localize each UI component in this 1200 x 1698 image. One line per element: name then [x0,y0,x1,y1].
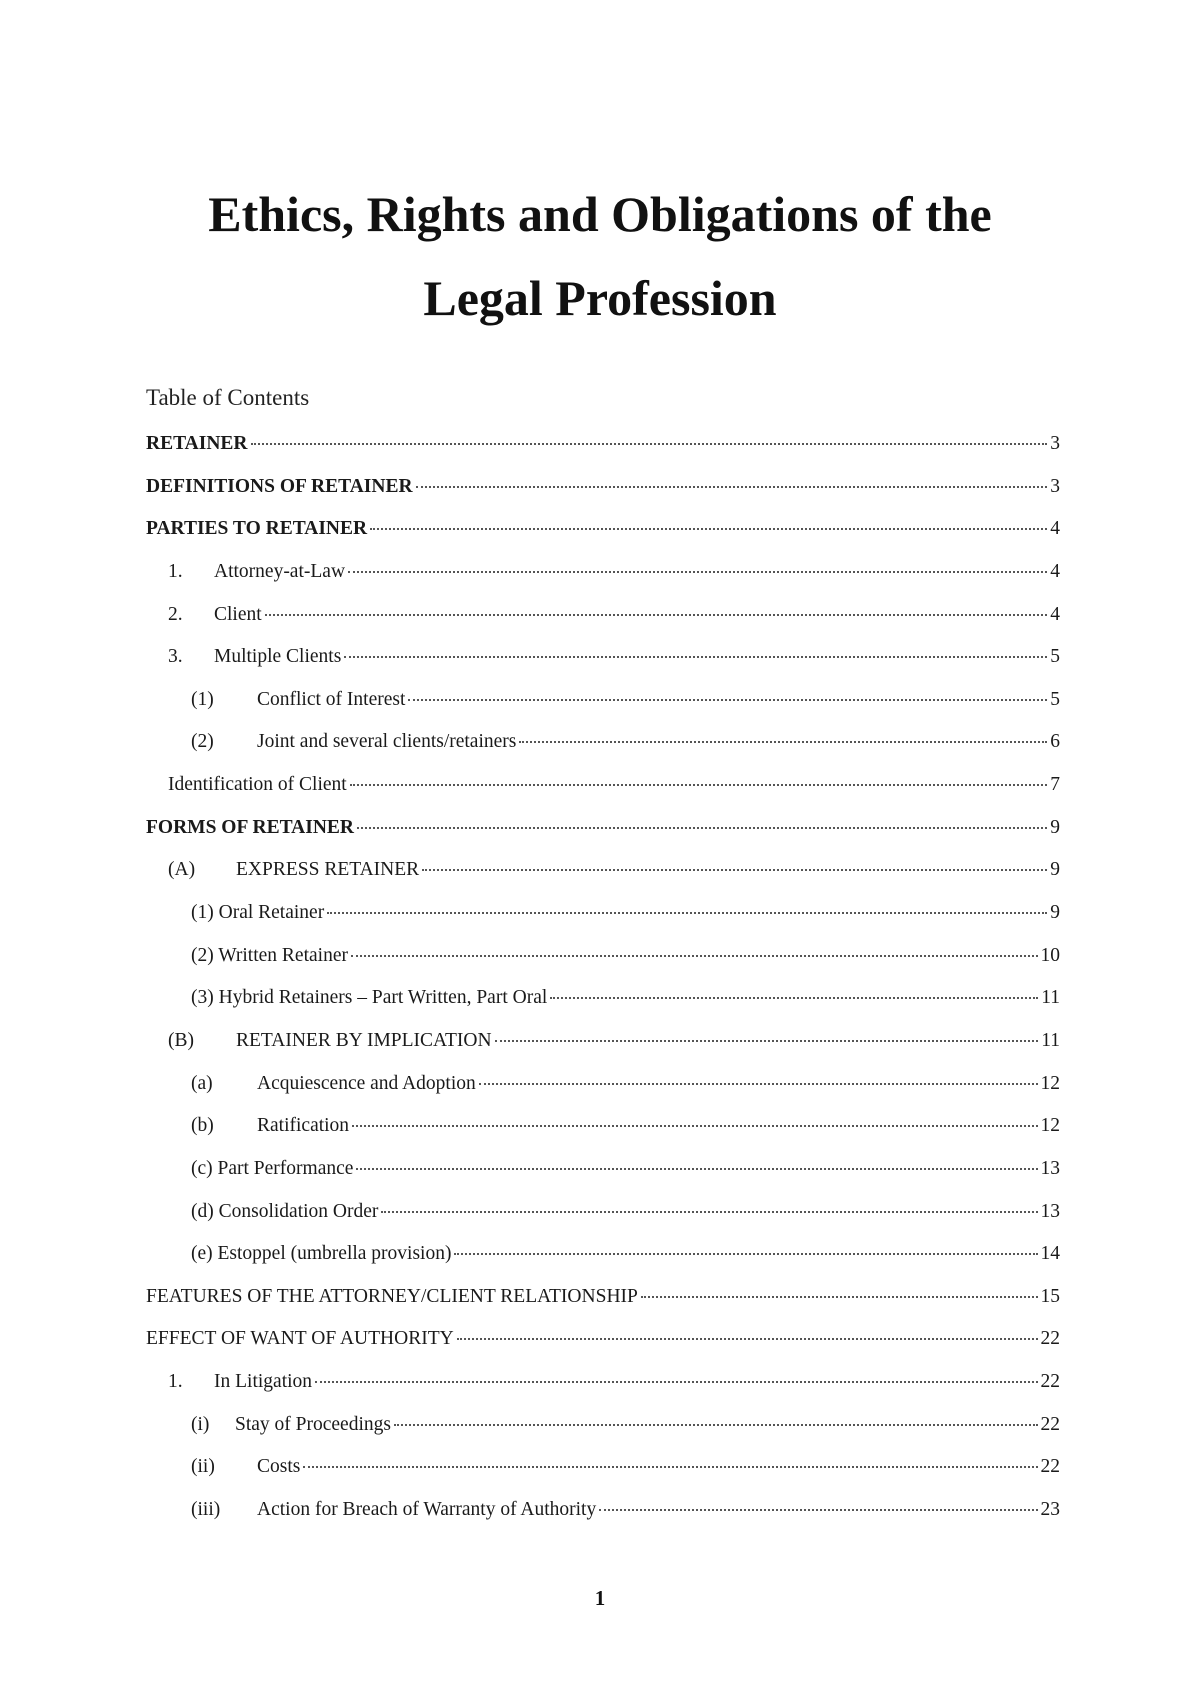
toc-entry-number: 3. [168,646,183,668]
toc-dot-leader [408,699,1047,701]
toc-dot-leader [422,869,1047,871]
toc-entry-title: (c) Part Performance [191,1157,354,1179]
toc-entry[interactable] [146,604,1060,647]
toc-entry-number: (ii) [191,1456,215,1478]
toc-entry-number: (b) [191,1115,214,1137]
toc-dot-leader [352,1125,1037,1127]
toc-entry[interactable] [146,945,1060,988]
toc-entry[interactable] [146,1073,1060,1116]
toc-dot-leader [344,656,1047,658]
toc-entry[interactable] [146,1115,1060,1158]
toc-entry-title: (d) Consolidation Order [191,1200,379,1222]
toc-entry[interactable] [146,1286,1060,1329]
toc-entry-page: 14 [1040,1243,1060,1265]
toc-entry-title: Stay of Proceedings [235,1413,391,1435]
toc-entry[interactable] [146,1243,1060,1286]
toc-entry[interactable] [146,1414,1060,1457]
toc-entry-title: Multiple Clients [214,646,342,668]
toc-entry-title: EXPRESS RETAINER [236,859,420,881]
toc-entry-number: 1. [168,560,183,582]
toc-entry-title: RETAINER [146,433,248,454]
toc-entry-page: 4 [1050,560,1060,582]
toc-entry-title: Identification of Client [168,774,347,796]
toc-entry-title: Conflict of Interest [257,688,406,710]
toc-entry[interactable] [146,1499,1060,1542]
toc-entry-page: 9 [1050,902,1060,924]
toc-entry-page: 9 [1050,859,1060,881]
toc-entry[interactable] [146,1371,1060,1414]
toc-dot-leader [454,1253,1037,1255]
toc-entry-title: (3) Hybrid Retainers – Part Written, Part Oral [191,987,548,1009]
toc-entry-title: Joint and several clients/retainers [257,731,517,753]
toc-entry-page: 9 [1050,816,1060,838]
toc-dot-leader [519,741,1047,743]
toc-entry-title: (1) Oral Retainer [191,902,325,924]
toc-entry-number: (B) [168,1029,194,1051]
toc-entry-number: (a) [191,1072,213,1094]
toc-entry[interactable] [146,518,1060,561]
toc-entry-page: 23 [1040,1499,1060,1521]
toc-dot-leader [350,784,1048,786]
toc-entry[interactable] [146,902,1060,945]
toc-entry-title: RETAINER BY IMPLICATION [236,1029,492,1051]
toc-dot-leader [315,1381,1037,1383]
toc-dot-leader [416,486,1048,488]
toc-entry-page: 12 [1040,1115,1060,1137]
toc-entry[interactable] [146,433,1060,476]
toc-entry-title: (e) Estoppel (umbrella provision) [191,1243,452,1265]
toc-entry[interactable] [146,859,1060,902]
toc-entry-page: 7 [1050,774,1060,796]
toc-dot-leader [457,1338,1038,1340]
toc-dot-leader [251,443,1048,445]
toc-entry-page: 4 [1050,518,1060,540]
toc-heading: Table of Contents [146,385,310,410]
toc-dot-leader [394,1424,1038,1426]
toc-entry[interactable] [146,1328,1060,1371]
toc-dot-leader [357,827,1047,829]
toc-dot-leader [479,1083,1038,1085]
toc-entry-number: (1) [191,688,214,710]
toc-dot-leader [381,1211,1037,1213]
toc-entry-title: Attorney-at-Law [214,560,346,582]
page-number: 1 [594,1586,606,1610]
toc-dot-leader [550,997,1038,999]
toc-entry-title: Ratification [257,1115,350,1137]
document-title-line2: Legal Profession [423,270,777,326]
toc-entry-page: 5 [1050,646,1060,668]
toc-dot-leader [327,912,1047,914]
toc-entry-title: Acquiescence and Adoption [257,1072,476,1094]
toc-entry[interactable] [146,561,1060,604]
toc-dot-leader [641,1296,1038,1298]
toc-entry[interactable] [146,817,1060,860]
toc-entry[interactable] [146,476,1060,519]
toc-entry-page: 11 [1041,1029,1060,1051]
toc-entry[interactable] [146,774,1060,817]
toc-entry-number: (A) [168,859,196,881]
toc-dot-leader [599,1509,1037,1511]
toc-entry-title: (2) Written Retainer [191,944,348,966]
toc-entry-title: PARTIES TO RETAINER [146,518,368,540]
toc-entry-number: (iii) [191,1499,221,1521]
toc-entry-title: DEFINITIONS OF RETAINER [146,475,413,497]
toc-dot-leader [356,1168,1037,1170]
toc-entry-page: 4 [1050,603,1060,625]
toc-entry[interactable] [146,731,1060,774]
toc-entry-number: 2. [168,603,183,625]
toc-entry-page: 10 [1040,944,1060,966]
toc-entry[interactable] [146,1030,1060,1073]
toc-dot-leader [370,528,1047,530]
toc-entry-page: 22 [1040,1371,1060,1393]
toc-entry[interactable] [146,646,1060,689]
toc-entry-number: (2) [191,731,214,753]
toc-entry-title: FEATURES OF THE ATTORNEY/CLIENT RELATIONSHIP [146,1285,638,1307]
toc-entry-page: 5 [1050,688,1060,710]
toc-entry[interactable] [146,987,1060,1030]
toc-entry[interactable] [146,1456,1060,1499]
toc-entry-page: 15 [1040,1285,1060,1307]
toc-entry-page: 6 [1050,731,1060,753]
toc-entry-title: Client [214,603,262,625]
toc-entry-page: 12 [1040,1072,1060,1094]
toc-entry[interactable] [146,1201,1060,1244]
toc-entry-title: Costs [257,1456,301,1478]
toc-entry-title: In Litigation [214,1371,313,1393]
toc-entry-title: FORMS OF RETAINER [146,816,355,838]
toc-entry-page: 13 [1040,1200,1060,1222]
toc-dot-leader [351,955,1038,957]
document-title-line1: Ethics, Rights and Obligations of the [208,186,992,242]
toc-entry-page: 22 [1040,1328,1060,1350]
toc-entry-number: (i) [191,1413,210,1435]
toc-dot-leader [303,1466,1037,1468]
toc-dot-leader [495,1040,1039,1042]
toc-entry[interactable] [146,689,1060,732]
toc-entry[interactable] [146,1158,1060,1201]
toc-entry-title: EFFECT OF WANT OF AUTHORITY [146,1328,454,1350]
toc-entry-page: 22 [1040,1413,1060,1435]
toc-entry-page: 11 [1041,987,1060,1009]
toc-entry-page: 3 [1050,433,1060,454]
table-of-contents [146,433,1060,1542]
toc-entry-page: 3 [1050,475,1060,497]
document-title [100,172,1100,340]
toc-entry-page: 22 [1040,1456,1060,1478]
toc-dot-leader [348,571,1047,573]
toc-entry-number: 1. [168,1371,183,1393]
toc-entry-title: Action for Breach of Warranty of Authority [257,1499,597,1521]
toc-dot-leader [265,614,1048,616]
toc-entry-page: 13 [1040,1157,1060,1179]
